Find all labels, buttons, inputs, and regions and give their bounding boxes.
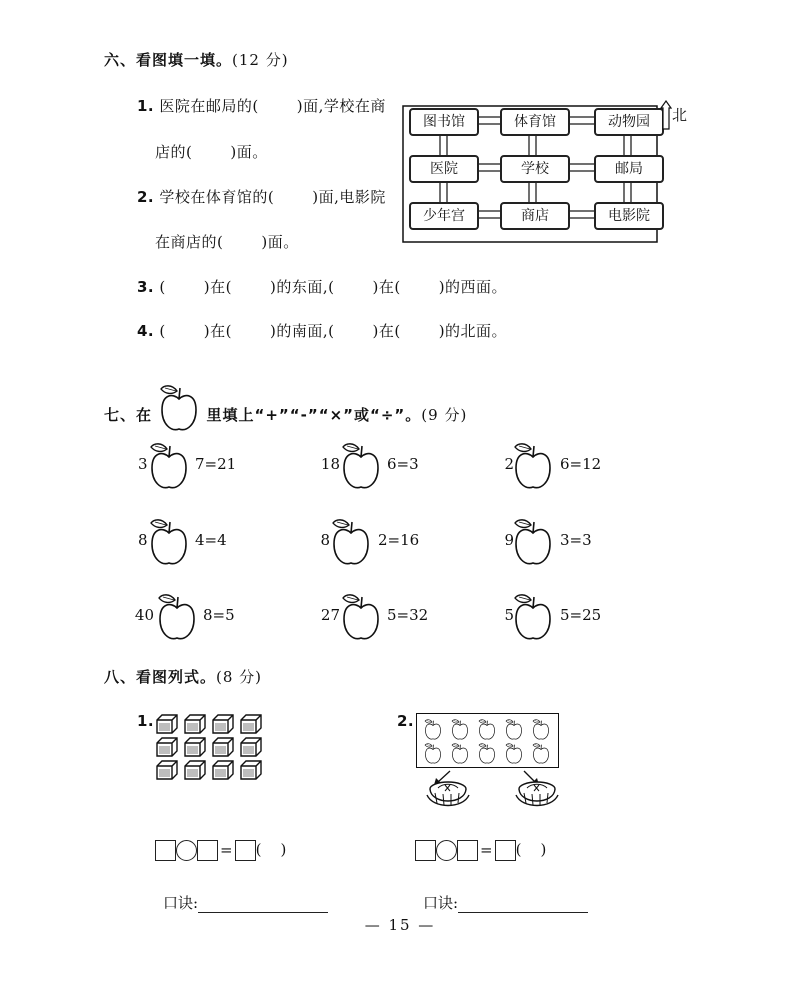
koujue-1-answer-line[interactable] — [198, 896, 328, 913]
eq-8-left: 27 — [320, 606, 340, 624]
apple-icon — [504, 742, 524, 765]
map-cinema: 电影院 — [594, 202, 664, 230]
eq-4-apple-blank[interactable] — [149, 516, 189, 568]
map-youth-palace: 少年宫 — [409, 202, 479, 230]
eq-3-right: 6=12 — [560, 455, 602, 473]
cube-icon — [240, 760, 262, 780]
cube-grid — [156, 714, 268, 780]
map-gymnasium: 体育馆 — [500, 108, 570, 136]
map-zoo: 动物园 — [594, 108, 664, 136]
unit-paren-2[interactable]: ( ) — [515, 840, 547, 859]
eq-1-left: 3 — [138, 455, 148, 473]
question-6-4: 4. ( )在( )的南面,( )在( )的北面。 — [137, 322, 508, 340]
section-7-title: 七、在 里填上“+”“-”“×”或“÷”。(9 分) — [104, 382, 467, 434]
question-6-2-line2: 在商店的( )面。 — [155, 233, 299, 251]
eq-1-right: 7=21 — [195, 455, 237, 473]
eq-2-apple-blank[interactable] — [341, 440, 381, 492]
cube-icon — [184, 737, 206, 757]
basket-right-icon — [512, 779, 562, 811]
apple-icon — [450, 718, 470, 741]
answer-box-2a[interactable] — [415, 840, 436, 861]
apple-icon — [450, 742, 470, 765]
cube-icon — [212, 760, 234, 780]
cube-icon — [240, 737, 262, 757]
answer-template-2: = ( ) — [415, 840, 546, 861]
apple-icon — [531, 718, 551, 741]
operator-circle-1[interactable] — [176, 840, 197, 861]
apple-icon — [423, 742, 443, 765]
eq-9-right: 5=25 — [560, 606, 602, 624]
operator-circle-2[interactable] — [436, 840, 457, 861]
answer-template-1: = ( ) — [155, 840, 286, 861]
apple-icon — [531, 742, 551, 765]
map-post-office: 邮局 — [594, 155, 664, 183]
basket-left-icon — [423, 779, 473, 811]
north-arrow-icon — [660, 100, 672, 130]
cube-icon — [184, 760, 206, 780]
map-hospital: 医院 — [409, 155, 479, 183]
apple-icon — [423, 718, 443, 741]
koujue-2: 口诀: — [423, 892, 588, 913]
problem-8-2-number: 2. — [397, 712, 415, 730]
eq-4-left: 8 — [138, 531, 148, 549]
eq-8-apple-blank[interactable] — [341, 591, 381, 643]
koujue-2-answer-line[interactable] — [458, 896, 588, 913]
answer-box-1b[interactable] — [197, 840, 218, 861]
cube-icon — [156, 714, 178, 734]
eq-9-left: 5 — [504, 606, 514, 624]
eq-5-right: 2=16 — [378, 531, 420, 549]
cube-icon — [156, 737, 178, 757]
apple-icon — [504, 718, 524, 741]
eq-9-apple-blank[interactable] — [513, 591, 553, 643]
map-school: 学校 — [500, 155, 570, 183]
eq-8-right: 5=32 — [387, 606, 429, 624]
eq-7-left: 40 — [134, 606, 154, 624]
question-6-2-line1: 2. 学校在体育馆的( )面,电影院 — [137, 188, 386, 206]
cube-icon — [212, 737, 234, 757]
eq-3-apple-blank[interactable] — [513, 440, 553, 492]
cube-icon — [212, 714, 234, 734]
page-number: — 15 — — [364, 916, 436, 934]
eq-3-left: 2 — [504, 455, 514, 473]
question-6-1-line2: 店的( )面。 — [155, 143, 268, 161]
problem-8-1-number: 1. — [137, 712, 155, 730]
map-library: 图书馆 — [409, 108, 479, 136]
eq-2-right: 6=3 — [387, 455, 419, 473]
section-6-title: 六、看图填一填。(12 分) — [104, 51, 289, 69]
answer-box-1a[interactable] — [155, 840, 176, 861]
apple-box — [416, 713, 559, 768]
koujue-1: 口诀: — [163, 892, 328, 913]
eq-2-left: 18 — [320, 455, 340, 473]
eq-5-apple-blank[interactable] — [331, 516, 371, 568]
eq-5-left: 8 — [320, 531, 330, 549]
apple-icon — [477, 742, 497, 765]
answer-box-2c[interactable] — [495, 840, 516, 861]
map-store: 商店 — [500, 202, 570, 230]
question-6-3: 3. ( )在( )的东面,( )在( )的西面。 — [137, 278, 508, 296]
eq-6-apple-blank[interactable] — [513, 516, 553, 568]
unit-paren-1[interactable]: ( ) — [255, 840, 287, 859]
eq-1-apple-blank[interactable] — [149, 440, 189, 492]
eq-7-right: 8=5 — [203, 606, 235, 624]
map-figure — [402, 100, 658, 244]
apple-icon — [159, 382, 199, 434]
section-8-title: 八、看图列式。(8 分) — [104, 668, 263, 686]
apple-icon — [477, 718, 497, 741]
eq-6-right: 3=3 — [560, 531, 592, 549]
cube-icon — [240, 714, 262, 734]
question-6-1-line1: 1. 医院在邮局的( )面,学校在商 — [137, 97, 386, 115]
eq-6-left: 9 — [504, 531, 514, 549]
eq-7-apple-blank[interactable] — [157, 591, 197, 643]
eq-4-right: 4=4 — [195, 531, 227, 549]
cube-icon — [184, 714, 206, 734]
answer-box-1c[interactable] — [235, 840, 256, 861]
answer-box-2b[interactable] — [457, 840, 478, 861]
north-label: 北 — [672, 106, 688, 124]
cube-icon — [156, 760, 178, 780]
